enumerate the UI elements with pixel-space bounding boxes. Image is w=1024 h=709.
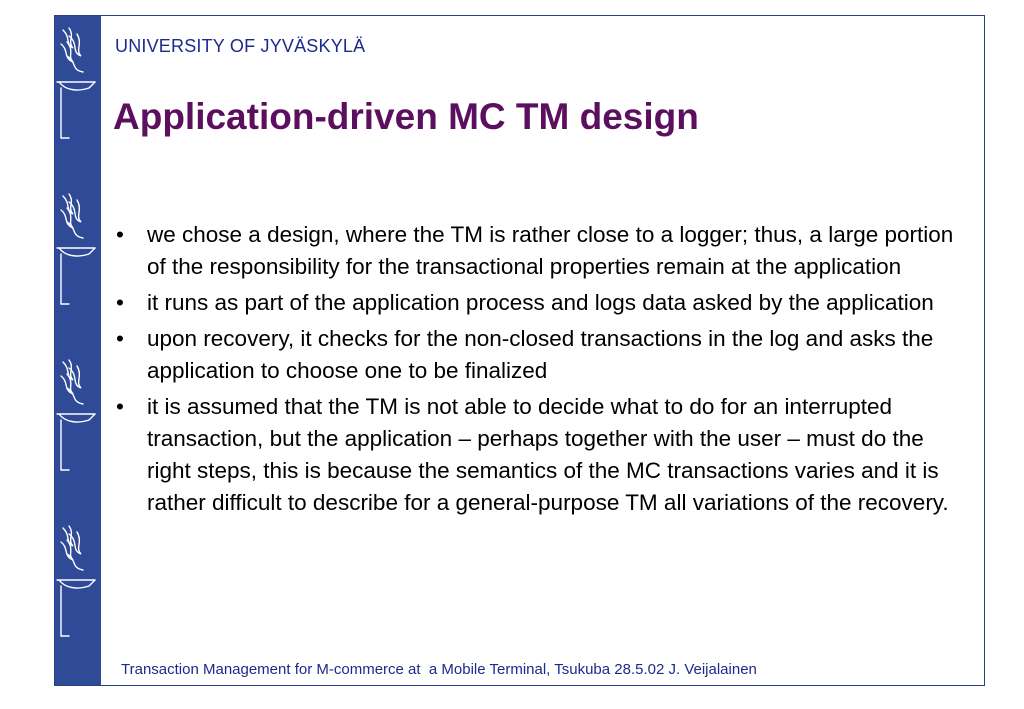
lamp-icon	[57, 526, 95, 636]
slide-frame	[54, 15, 985, 686]
bullet-list	[115, 219, 970, 523]
bullet-item: • it is assumed that the TM is not able to decide what to do for an interrupted transaction, but the application – perhaps together with the user – must do the right steps, this is because the semantics of the MC transactions varies and it is rather difficult to describe for a general-purpose TM all variations of the recovery.	[115, 391, 970, 519]
slide-title: Application-driven MC TM design	[113, 96, 699, 137]
university-logo-pattern	[55, 16, 101, 685]
side-band	[55, 16, 101, 685]
bullet-item: • it runs as part of the application process and logs data asked by the application	[115, 287, 970, 319]
bullet-item: • upon recovery, it checks for the non-closed transactions in the log and asks the application to choose one to be finalized	[115, 323, 970, 387]
bullet-item: • we chose a design, where the TM is rather close to a logger; thus, a large portion of the responsibility for the transactional properties remain at the application	[115, 219, 970, 283]
slide-footer: Transaction Management for M-commerce at a Mobile Terminal, Tsukuba 28.5.02 J. Veijalainen	[121, 661, 757, 678]
lamp-icon	[57, 360, 95, 470]
lamp-icon	[57, 194, 95, 304]
lamp-icon	[57, 28, 95, 138]
university-name: UNIVERSITY OF JYVÄSKYLÄ	[115, 36, 366, 56]
